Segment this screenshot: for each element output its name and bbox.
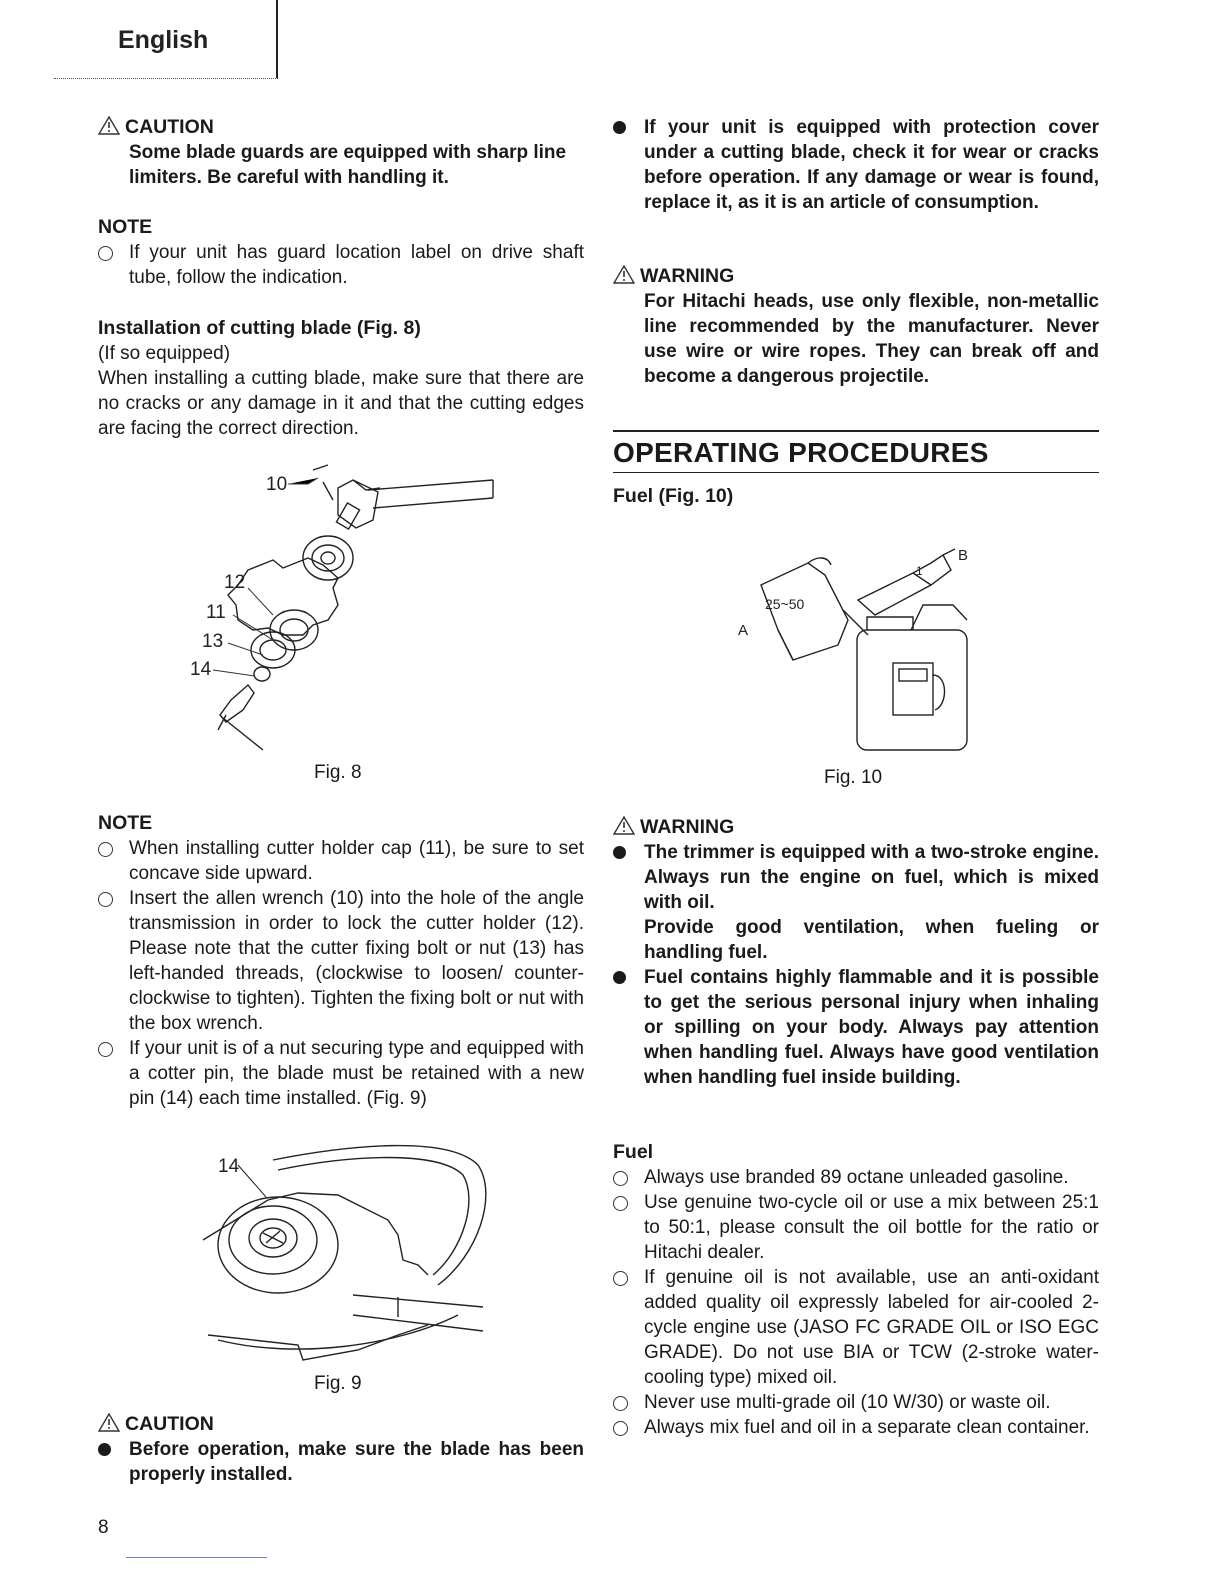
- figure-8-blade-exploded: [98, 460, 584, 760]
- circle-bullet-icon: [613, 1171, 628, 1186]
- list-item: If your unit is equipped with protection cover under a cutting blade, check it for wear or cracks before operation. If any damage or wear is found, replace it, as it is an article of consumption.: [613, 115, 1099, 215]
- caution-title: CAUTION: [125, 1413, 214, 1435]
- circle-bullet-icon: [613, 1271, 628, 1286]
- caution-text: Some blade guards are equipped with sharp line limiters. Be careful with handling it.: [129, 142, 567, 188]
- list-item: The trimmer is equipped with a two-stroke engine. Always run the engine on fuel, which is mixed with oil.: [613, 840, 1099, 915]
- fig10-bottle-label: 1: [916, 564, 923, 578]
- fig10-caption: Fig. 10: [824, 767, 883, 788]
- circle-bullet-icon: [613, 1196, 628, 1211]
- list-item: Before operation, make sure the blade has been properly installed.: [98, 1437, 584, 1487]
- list-item: If genuine oil is not available, use an anti-oxidant added quality oil expressly labeled for air-cooled 2-cycle engine use (JASO FC GRADE OIL or ISO EGC GRADE). Do not use BIA or TCW (2-stroke water-cooling type) mixed oil.: [613, 1265, 1099, 1390]
- warning-triangle-icon: [98, 116, 120, 135]
- figure-10-fuel-mixing: [613, 535, 1099, 765]
- installation-text: When installing a cutting blade, make sure that there are no cracks or any damage in it and that the cutting edges are facing the correct direction.: [98, 368, 584, 439]
- list-item: Always mix fuel and oil in a separate clean container.: [613, 1415, 1099, 1440]
- fuel-title: Fuel: [613, 1141, 654, 1163]
- fig9-label-14: 14: [218, 1156, 240, 1177]
- list-item: Use genuine two-cycle oil or use a mix between 25:1 to 50:1, please consult the oil bottle for the ratio or Hitachi dealer.: [613, 1190, 1099, 1265]
- fuel-fig-title: Fuel (Fig. 10): [613, 485, 734, 507]
- list-item: Never use multi-grade oil (10 W/30) or waste oil.: [613, 1390, 1099, 1415]
- solid-bullet-icon: [98, 1443, 111, 1456]
- page-number: 8: [98, 1517, 109, 1538]
- circle-bullet-icon: [98, 246, 113, 261]
- caution-block-2: [98, 1412, 584, 1487]
- warning-triangle-icon: [613, 816, 635, 835]
- circle-bullet-icon: [613, 1396, 628, 1411]
- warning-title: WARNING: [640, 816, 735, 838]
- warning-title: WARNING: [640, 265, 735, 287]
- circle-bullet-icon: [98, 1042, 113, 1057]
- fig10-label-a: A: [738, 622, 749, 639]
- fig8-label-13: 13: [202, 631, 224, 652]
- fig8-label-14: 14: [190, 659, 212, 680]
- language-tab: [54, 0, 278, 79]
- list-item: Insert the allen wrench (10) into the hole of the angle transmission in order to lock the cutter holder (12). Please note that the cutter fixing bolt or nut (13) has left-handed threads, (clockwise to loosen/ counter-clockwise to tighten). Tighten the fixing bolt or nut with the box wrench.: [98, 886, 584, 1036]
- warning-block-2: [613, 815, 1099, 1090]
- installation-block: [98, 316, 584, 441]
- section-title: OPERATING PROCEDURES: [613, 437, 989, 468]
- list-item: When installing cutter holder cap (11), be sure to set concave side upward.: [98, 836, 584, 886]
- note-title: NOTE: [98, 812, 153, 834]
- caution-block-1: [98, 115, 584, 190]
- note-block-2: [98, 811, 584, 1111]
- fig8-label-12: 12: [224, 572, 246, 593]
- circle-bullet-icon: [613, 1421, 628, 1436]
- fig8-label-10: 10: [266, 474, 288, 495]
- note-block-1: [98, 215, 584, 290]
- footer-divider: [126, 1557, 267, 1558]
- solid-bullet-icon: [613, 121, 626, 134]
- installation-sub: (If so equipped): [98, 343, 231, 364]
- list-item: If your unit has guard location label on drive shaft tube, follow the indication.: [98, 240, 584, 290]
- fig10-label-b: B: [958, 547, 969, 564]
- language-label: English: [118, 26, 209, 54]
- circle-bullet-icon: [98, 892, 113, 907]
- warning-extra-text: Provide good ventilation, when fueling or handling fuel.: [644, 917, 1099, 963]
- installation-title: Installation of cutting blade (Fig. 8): [98, 317, 421, 339]
- fuel-block: [613, 1140, 1099, 1440]
- fig8-label-11: 11: [206, 602, 226, 623]
- fig8-caption: Fig. 8: [314, 762, 362, 783]
- list-item: If your unit is of a nut securing type and equipped with a cotter pin, the blade must be retained with a new pin (14) each time installed. (Fig. 9): [98, 1036, 584, 1111]
- solid-bullet-icon: [613, 846, 626, 859]
- warning-triangle-icon: [613, 265, 635, 284]
- warning-text: For Hitachi heads, use only flexible, non-metallic line recommended by the manufacturer. Never use wire or wire ropes. They can break off and become a dangerous projectile.: [644, 291, 1099, 387]
- solid-bullet-icon: [613, 971, 626, 984]
- caution-title: CAUTION: [125, 116, 214, 138]
- note-title: NOTE: [98, 216, 153, 238]
- warning-triangle-icon: [98, 1413, 120, 1432]
- list-item: Fuel contains highly flammable and it is possible to get the serious personal injury when inhaling or spilling on your body. Always pay attention when handling fuel. Always have good ventilation when handling fuel inside building.: [613, 965, 1099, 1090]
- figure-9-cotter-pin: [98, 1135, 584, 1375]
- circle-bullet-icon: [98, 842, 113, 857]
- list-item: Always use branded 89 octane unleaded gasoline.: [613, 1165, 1099, 1190]
- fig9-caption: Fig. 9: [314, 1373, 362, 1394]
- section-heading: [613, 430, 1099, 473]
- protection-block: [613, 115, 1099, 215]
- warning-block-1: [613, 264, 1099, 389]
- fig10-ratio-label: 25~50: [765, 596, 805, 612]
